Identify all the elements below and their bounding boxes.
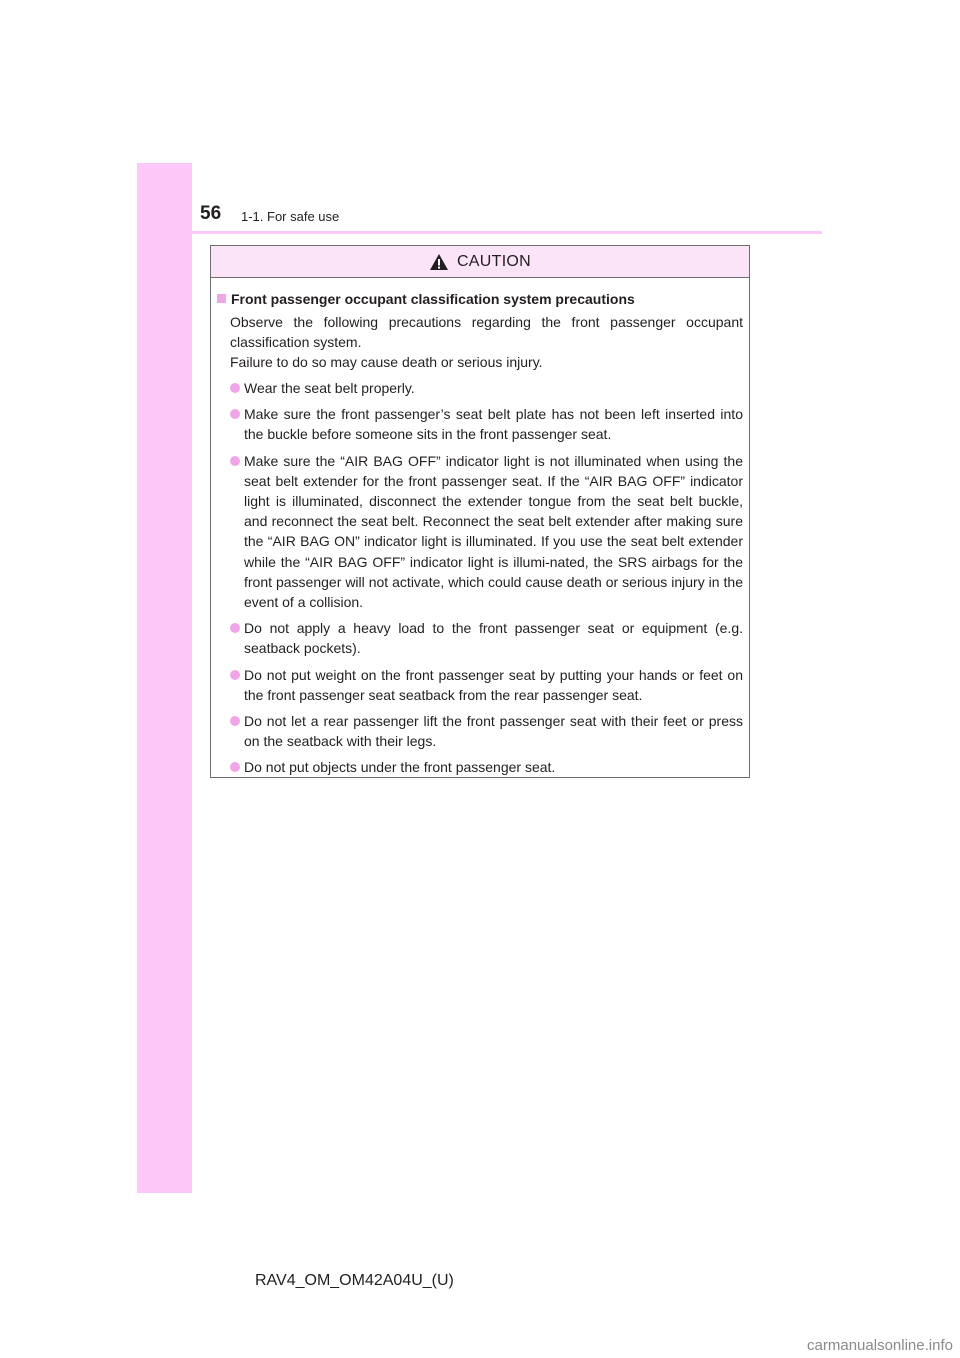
precautions-heading (217, 291, 743, 307)
list-item (217, 404, 743, 444)
heading-text: Front passenger occupant classification system precautions (231, 291, 635, 307)
watermark[interactable]: carmanualsonline.info (800, 1332, 960, 1358)
document-code: RAV4_OM_OM42A04U_(U) (255, 1272, 454, 1289)
list-item-text: Do not apply a heavy load to the front passenger seat or equipment (e.g. seatback pockets). (244, 620, 743, 657)
page-number: 56 (200, 203, 222, 224)
caution-box (210, 245, 750, 778)
list-item-text: Wear the seat belt properly. (244, 380, 415, 396)
chapter-side-band (137, 163, 192, 1193)
list-item-text: Do not let a rear passenger lift the front passenger seat with their feet or press on the seatback with their legs. (244, 713, 743, 750)
list-item-text: Make sure the “AIR BAG OFF” indicator light is not illuminated when using the seat belt extender for the front passenger seat. If the “AIR BAG OFF” indicator light is illuminated, disconnect the extender tongue from the seat belt buckle, and reconnect the seat belt. Reconnect the seat belt extender after making sure the “AIR BAG ON” indicator light is illuminated. If you use the seat belt extender while the “AIR BAG OFF” indicator light is illumi-nated, the SRS airbags for the front passenger will not activate, which could cause death or serious injury in the event of a collision. (244, 452, 743, 611)
bullet-dot-icon (230, 623, 240, 633)
list-item (217, 618, 743, 658)
warning-triangle-icon (429, 253, 449, 271)
bullet-dot-icon (230, 670, 240, 680)
square-bullet-icon (217, 294, 226, 303)
bullet-dot-icon (230, 762, 240, 772)
caution-header (211, 246, 749, 278)
list-item (217, 451, 743, 613)
list-item (217, 378, 743, 398)
list-item-text: Do not put objects under the front passenger seat. (244, 759, 556, 776)
header-rule (192, 231, 822, 234)
intro-line-2: Failure to do so may cause death or serious injury. (230, 354, 543, 370)
bullet-dot-icon (230, 383, 240, 393)
list-item (217, 757, 743, 777)
caution-body (211, 278, 749, 778)
list-item (217, 665, 743, 705)
bullet-dot-icon (230, 716, 240, 726)
caution-label: CAUTION (456, 252, 532, 270)
list-item-text: Make sure the front passenger’s seat belt plate has not been left inserted into the buckle before someone sits in the front passenger seat. (244, 406, 743, 443)
section-title: 1-1. For safe use (241, 209, 340, 224)
list-item (217, 711, 743, 751)
intro-line-1: Observe the following precautions regarding the front passenger occupant classification system. (230, 314, 743, 350)
list-item-text: Do not put weight on the front passenger seat by putting your hands or feet on the front passenger seat seatback from the rear passenger seat. (244, 666, 743, 703)
bullet-dot-icon (230, 409, 240, 419)
bullet-dot-icon (230, 456, 240, 466)
intro-paragraph (230, 312, 743, 372)
